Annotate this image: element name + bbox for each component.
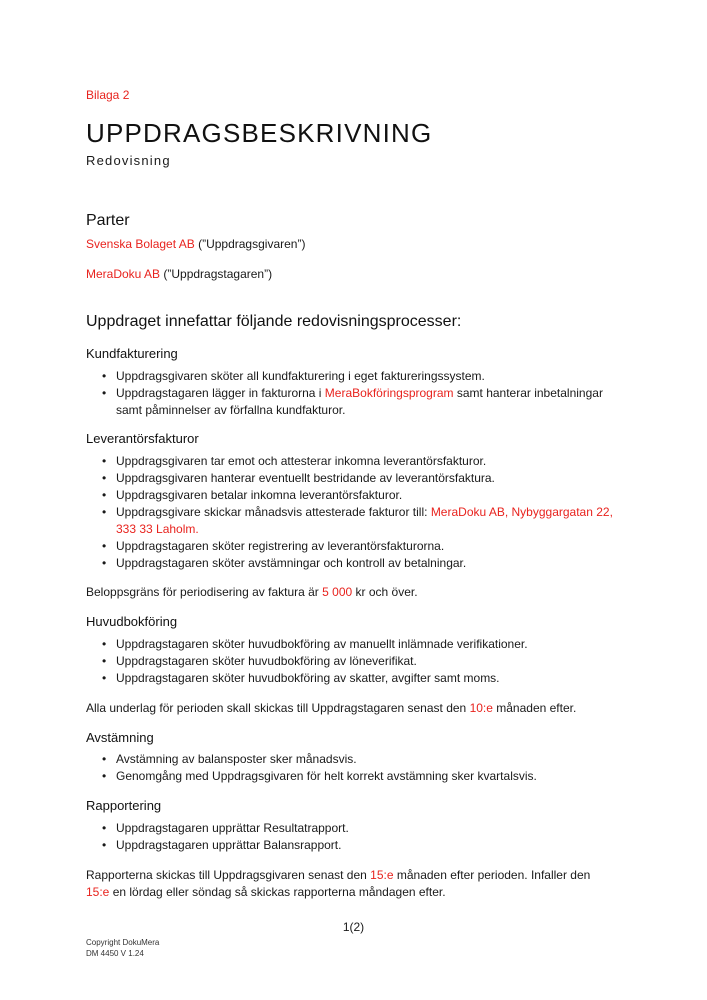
document-subtitle: Redovisning [86,153,171,168]
paragraph-text: månaden efter perioden. Infaller den [393,868,591,882]
list-item-text: samt hanterar inbetalningar samt påminnelser av förfallna kundfakturor. [116,386,603,417]
list-item: • Uppdragsgivaren sköter all kundfakturering i eget faktureringssystem. [100,368,620,385]
client-role: (”Uppdragsgivaren”) [194,237,306,251]
list-item-text: Uppdragsgivare skickar månadsvis attesterade fakturor till: [116,505,431,519]
list-item [100,385,620,419]
paragraph-text: Beloppsgräns för periodisering av faktura är [86,585,323,599]
reporting-paragraph [86,867,616,901]
list-item: • Uppdragsgivaren hanterar eventuellt bestridande av leverantörsfaktura. [100,470,620,487]
threshold-amount: 5 000 [322,585,353,599]
list-item: • Uppdragstagaren upprättar Resultatrapport. [100,820,620,837]
reporting-heading: Rapportering [86,798,162,813]
list-item: • Uppdragstagaren sköter huvudbokföring av skatter, avgifter samt moms. [100,670,620,687]
annex-label: Bilaga 2 [86,88,130,102]
list-item [100,504,620,538]
bookkeeping-program-name: MeraBokföringsprogram [324,386,454,400]
list-item-text: Uppdragstagaren lägger in fakturorna i [116,386,325,400]
paragraph-text: Alla underlag för perioden skall skickas till Uppdragstagaren senast den [86,701,470,715]
reconciliation-heading: Avstämning [86,730,154,745]
deadline-paragraph [86,700,616,717]
scope-heading: Uppdraget innefattar följande redovisningsprocesser: [86,313,462,330]
paragraph-text: en lördag eller söndag så skickas rapporterna måndagen efter. [109,885,446,899]
postal-address: MeraDoku AB, Nybyggargatan 22, 333 33 Laholm. [116,505,613,536]
client-name: Svenska Bolaget AB [86,237,195,251]
list-item: • Uppdragstagaren sköter huvudbokföring av löneverifikat. [100,653,620,670]
page-number: 1(2) [342,920,365,934]
paragraph-text: Rapporterna skickas till Uppdragsgivaren senast den [86,868,371,882]
party-contractor [86,266,616,283]
footer-doc-id: DM 4450 V 1.24 [86,949,144,958]
reporting-list [100,820,620,854]
contractor-role: (”Uppdragstagaren”) [160,267,273,281]
list-item: • Uppdragstagaren sköter huvudbokföring av manuellt inlämnade verifikationer. [100,636,620,653]
list-item: • Uppdragstagaren upprättar Balansrapport. [100,837,620,854]
footer-copyright: Copyright DokuMera [86,938,160,947]
document-title: UPPDRAGSBESKRIVNING [86,118,433,148]
list-item: • Uppdragstagaren sköter avstämningar och kontroll av betalningar. [100,555,620,572]
list-item: • Avstämning av balansposter sker månadsvis. [100,751,620,768]
reconciliation-list [100,751,620,785]
contractor-name: MeraDoku AB [86,267,161,281]
general-ledger-heading: Huvudbokföring [86,614,178,629]
threshold-paragraph [86,584,616,601]
general-ledger-list [100,636,620,687]
paragraph-text: månaden efter. [492,701,577,715]
report-day: 15:e [370,868,394,882]
supplier-invoices-list [100,453,620,572]
list-item: • Uppdragsgivaren betalar inkomna leverantörsfakturor. [100,487,620,504]
report-day: 15:e [86,885,110,899]
customer-invoicing-heading: Kundfakturering [86,346,178,361]
deadline-day: 10:e [469,701,493,715]
list-item: • Uppdragstagaren sköter registrering av leverantörsfakturorna. [100,538,620,555]
party-client [86,236,616,253]
customer-invoicing-list [100,368,620,419]
paragraph-text: kr och över. [352,585,418,599]
list-item: • Uppdragsgivaren tar emot och attesterar inkomna leverantörsfakturor. [100,453,620,470]
parties-heading: Parter [86,212,130,229]
supplier-invoices-heading: Leverantörsfakturor [86,431,199,446]
list-item: • Genomgång med Uppdragsgivaren för helt korrekt avstämning sker kvartalsvis. [100,768,620,785]
